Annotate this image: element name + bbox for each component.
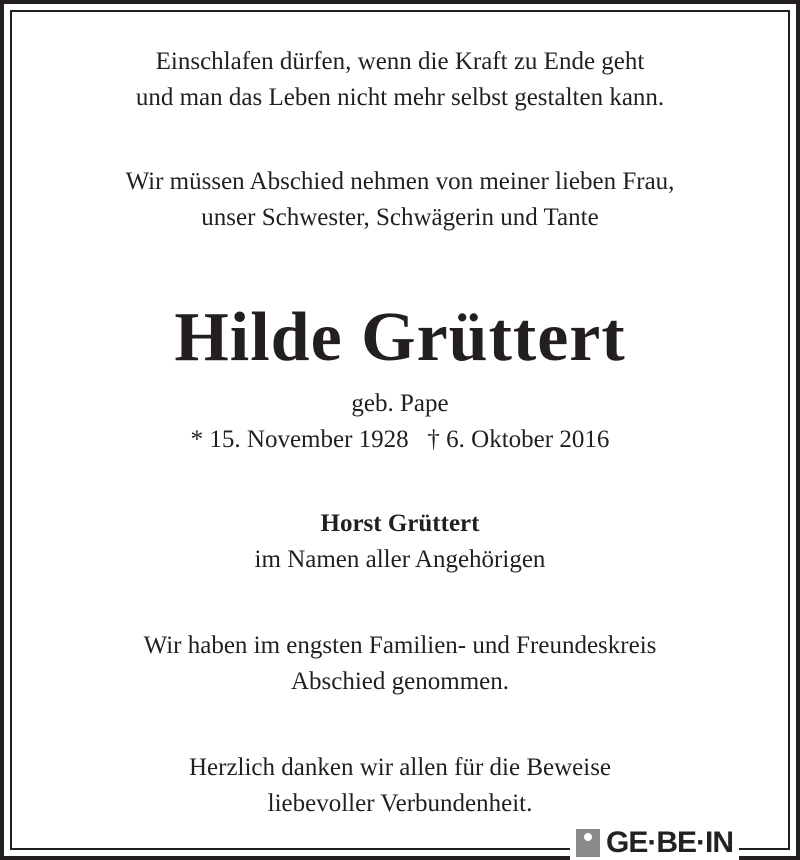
logo-text: GE·BE·IN [606, 826, 733, 859]
intro [0, 164, 800, 236]
maiden-name: geb. Pape [351, 390, 449, 417]
deceased-name: Hilde Grüttert [174, 299, 626, 376]
life-dates: * 15. November 1928 † 6. Oktober 2016 [190, 426, 610, 453]
thanks-line: liebevoller Verbundenheit. [267, 790, 533, 817]
publisher-logo [570, 826, 739, 860]
farewell-line: Abschied genommen. [290, 668, 509, 695]
logo-mark-icon [576, 829, 600, 857]
farewell-line: Wir haben im engsten Familien- und Freundeskreis [143, 632, 657, 659]
mourner-subtitle: im Namen aller Angehörigen [254, 546, 546, 573]
verse [0, 44, 800, 116]
verse-line: und man das Leben nicht mehr selbst gestalten kann. [135, 84, 665, 111]
verse-line: Einschlafen dürfen, wenn die Kraft zu Ende geht [155, 48, 645, 75]
intro-line: Wir müssen Abschied nehmen von meiner lieben Frau, [125, 168, 675, 195]
mourners [0, 506, 800, 578]
farewell [0, 628, 800, 700]
thanks-line: Herzlich danken wir allen für die Beweise [188, 754, 612, 781]
intro-line: unser Schwester, Schwägerin und Tante [201, 204, 599, 231]
mourner-name: Horst Grüttert [320, 510, 480, 537]
thanks [0, 750, 800, 822]
